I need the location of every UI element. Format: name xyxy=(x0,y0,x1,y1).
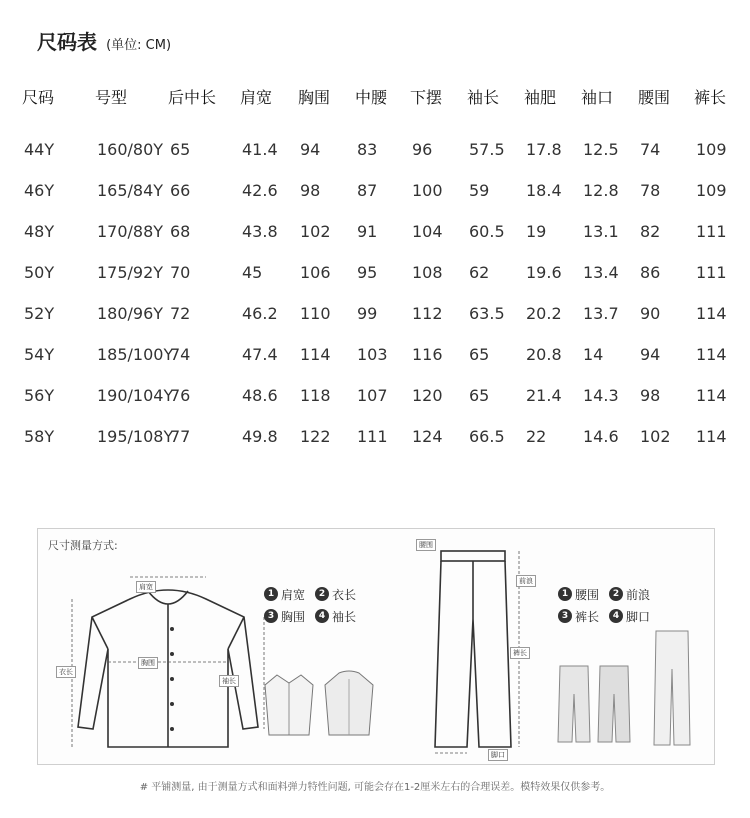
cell-shoulder: 47.4 xyxy=(242,345,278,364)
cell-waist-mid: 99 xyxy=(357,304,378,323)
pants-legend xyxy=(558,583,688,627)
unit-label: (单位: CM) xyxy=(106,38,172,53)
cell-sleeve-length: 65 xyxy=(469,386,490,405)
table-body xyxy=(0,140,750,468)
jacket-legend xyxy=(264,583,394,627)
header-sleeve-width: 袖肥 xyxy=(524,88,557,107)
cell-pants-length: 114 xyxy=(696,427,727,446)
legend-number-badge: 2 xyxy=(609,587,623,601)
legend-item xyxy=(558,583,599,605)
legend-number-badge: 3 xyxy=(264,609,278,623)
cell-pants-length: 114 xyxy=(696,304,727,323)
cell-back-length: 72 xyxy=(170,304,191,323)
header-shoulder: 肩宽 xyxy=(240,88,273,107)
pants-waist-label: 腰围 xyxy=(416,539,436,551)
jacket-front-icon xyxy=(263,669,315,741)
cell-waist: 94 xyxy=(640,345,661,364)
cell-cuff: 13.7 xyxy=(583,304,619,323)
cell-cuff: 12.5 xyxy=(583,140,619,159)
cell-shoulder: 49.8 xyxy=(242,427,278,446)
legend-label: 衣长 xyxy=(332,587,357,602)
legend-number-badge: 1 xyxy=(264,587,278,601)
cell-chest: 110 xyxy=(300,304,331,323)
legend-item xyxy=(315,605,356,627)
header-pants-length: 裤长 xyxy=(694,88,727,107)
cell-hem: 108 xyxy=(412,263,443,282)
cell-cuff: 14.3 xyxy=(583,386,619,405)
cell-waist: 78 xyxy=(640,181,661,200)
legend-number-badge: 2 xyxy=(315,587,329,601)
cell-waist: 82 xyxy=(640,222,661,241)
table-row xyxy=(0,140,750,181)
cell-chest: 98 xyxy=(300,181,321,200)
header-model: 号型 xyxy=(95,88,128,107)
cell-size: 46Y xyxy=(24,181,55,200)
cell-shoulder: 48.6 xyxy=(242,386,278,405)
cell-chest: 102 xyxy=(300,222,331,241)
cell-sleeve-width: 20.2 xyxy=(526,304,562,323)
cell-model: 165/84Y xyxy=(97,181,164,200)
cell-waist: 98 xyxy=(640,386,661,405)
cell-sleeve-length: 57.5 xyxy=(469,140,505,159)
table-row xyxy=(0,263,750,304)
cell-size: 58Y xyxy=(24,427,55,446)
cell-hem: 104 xyxy=(412,222,443,241)
cell-sleeve-length: 65 xyxy=(469,345,490,364)
cell-chest: 94 xyxy=(300,140,321,159)
cell-waist-mid: 107 xyxy=(357,386,388,405)
cell-pants-length: 109 xyxy=(696,140,727,159)
jacket-back-icon xyxy=(323,669,375,741)
cell-hem: 124 xyxy=(412,427,443,446)
pants-rise-label: 前浪 xyxy=(516,575,536,587)
pants-length-label: 裤长 xyxy=(510,647,530,659)
cell-size: 56Y xyxy=(24,386,55,405)
size-chart-title-block xyxy=(37,26,171,55)
header-size: 尺码 xyxy=(22,88,55,107)
cell-shoulder: 41.4 xyxy=(242,140,278,159)
size-chart-title: 尺码表 xyxy=(37,30,97,54)
cell-sleeve-width: 18.4 xyxy=(526,181,562,200)
legend-label: 肩宽 xyxy=(281,587,306,602)
cell-sleeve-width: 21.4 xyxy=(526,386,562,405)
cell-size: 48Y xyxy=(24,222,55,241)
legend-label: 胸围 xyxy=(281,609,306,624)
cell-chest: 122 xyxy=(300,427,331,446)
jacket-shoulder-label: 肩宽 xyxy=(136,581,156,593)
cell-hem: 120 xyxy=(412,386,443,405)
header-waist: 腰围 xyxy=(638,88,671,107)
cell-cuff: 12.8 xyxy=(583,181,619,200)
cell-waist-mid: 91 xyxy=(357,222,378,241)
cell-back-length: 66 xyxy=(170,181,191,200)
cell-waist: 86 xyxy=(640,263,661,282)
header-waist-mid: 中腰 xyxy=(355,88,388,107)
legend-label: 裤长 xyxy=(575,609,600,624)
cell-pants-length: 109 xyxy=(696,181,727,200)
cell-shoulder: 45 xyxy=(242,263,263,282)
cell-hem: 100 xyxy=(412,181,443,200)
legend-number-badge: 4 xyxy=(315,609,329,623)
cell-cuff: 13.1 xyxy=(583,222,619,241)
cell-waist: 90 xyxy=(640,304,661,323)
cell-back-length: 70 xyxy=(170,263,191,282)
measurement-diagram xyxy=(37,528,715,765)
cell-pants-length: 111 xyxy=(696,263,727,282)
cell-waist: 102 xyxy=(640,427,671,446)
table-row xyxy=(0,304,750,345)
header-chest: 胸围 xyxy=(298,88,331,107)
table-row xyxy=(0,181,750,222)
table-row xyxy=(0,386,750,427)
legend-item xyxy=(315,583,356,605)
cell-sleeve-width: 20.8 xyxy=(526,345,562,364)
legend-label: 腰围 xyxy=(575,587,600,602)
cell-chest: 118 xyxy=(300,386,331,405)
pants-front-icon xyxy=(556,664,592,744)
legend-item xyxy=(264,583,305,605)
cell-model: 175/92Y xyxy=(97,263,164,282)
jacket-length-label: 衣长 xyxy=(56,666,76,678)
cell-back-length: 77 xyxy=(170,427,191,446)
cell-back-length: 68 xyxy=(170,222,191,241)
cell-sleeve-length: 59 xyxy=(469,181,490,200)
cell-size: 44Y xyxy=(24,140,55,159)
pants-hem-label: 脚口 xyxy=(488,749,508,761)
table-row xyxy=(0,345,750,386)
cell-model: 170/88Y xyxy=(97,222,164,241)
jacket-chest-label: 胸围 xyxy=(138,657,158,669)
cell-model: 180/96Y xyxy=(97,304,164,323)
header-cuff: 袖口 xyxy=(581,88,614,107)
table-header-row xyxy=(0,78,750,138)
cell-cuff: 14 xyxy=(583,345,604,364)
size-table xyxy=(0,78,750,138)
cell-waist: 74 xyxy=(640,140,661,159)
legend-item xyxy=(609,605,650,627)
cell-back-length: 76 xyxy=(170,386,191,405)
cell-sleeve-length: 62 xyxy=(469,263,490,282)
header-hem: 下摆 xyxy=(410,88,443,107)
cell-waist-mid: 111 xyxy=(357,427,388,446)
cell-back-length: 74 xyxy=(170,345,191,364)
pants-side-icon xyxy=(650,629,694,747)
cell-sleeve-length: 66.5 xyxy=(469,427,505,446)
table-row xyxy=(0,427,750,468)
legend-number-badge: 3 xyxy=(558,609,572,623)
cell-sleeve-width: 19.6 xyxy=(526,263,562,282)
cell-cuff: 13.4 xyxy=(583,263,619,282)
cell-waist-mid: 103 xyxy=(357,345,388,364)
cell-size: 54Y xyxy=(24,345,55,364)
measurement-note: # 平铺测量, 由于测量方式和面料弹力特性问题, 可能会存在1-2厘米左右的合理误差。模特效果仅供参考。 xyxy=(139,782,611,793)
cell-shoulder: 46.2 xyxy=(242,304,278,323)
cell-pants-length: 114 xyxy=(696,345,727,364)
header-sleeve-length: 袖长 xyxy=(467,88,500,107)
cell-shoulder: 43.8 xyxy=(242,222,278,241)
cell-pants-length: 114 xyxy=(696,386,727,405)
cell-chest: 114 xyxy=(300,345,331,364)
legend-label: 前浪 xyxy=(626,587,651,602)
cell-size: 52Y xyxy=(24,304,55,323)
cell-model: 185/100Y xyxy=(97,345,174,364)
cell-back-length: 65 xyxy=(170,140,191,159)
cell-waist-mid: 83 xyxy=(357,140,378,159)
legend-label: 袖长 xyxy=(332,609,357,624)
cell-sleeve-length: 60.5 xyxy=(469,222,505,241)
legend-number-badge: 4 xyxy=(609,609,623,623)
cell-size: 50Y xyxy=(24,263,55,282)
cell-sleeve-length: 63.5 xyxy=(469,304,505,323)
cell-pants-length: 111 xyxy=(696,222,727,241)
cell-hem: 116 xyxy=(412,345,443,364)
diagram-caption: 尺寸测量方式: xyxy=(48,539,118,552)
legend-item xyxy=(264,605,305,627)
cell-hem: 96 xyxy=(412,140,433,159)
legend-number-badge: 1 xyxy=(558,587,572,601)
cell-sleeve-width: 19 xyxy=(526,222,547,241)
cell-model: 190/104Y xyxy=(97,386,174,405)
cell-chest: 106 xyxy=(300,263,331,282)
table-row xyxy=(0,222,750,263)
cell-model: 195/108Y xyxy=(97,427,174,446)
legend-label: 脚口 xyxy=(626,609,651,624)
cell-waist-mid: 87 xyxy=(357,181,378,200)
legend-item xyxy=(609,583,650,605)
cell-shoulder: 42.6 xyxy=(242,181,278,200)
cell-cuff: 14.6 xyxy=(583,427,619,446)
legend-item xyxy=(558,605,599,627)
pants-back-icon xyxy=(596,664,632,744)
cell-model: 160/80Y xyxy=(97,140,164,159)
jacket-sleeve-label: 袖长 xyxy=(219,675,239,687)
cell-hem: 112 xyxy=(412,304,443,323)
cell-sleeve-width: 22 xyxy=(526,427,547,446)
cell-waist-mid: 95 xyxy=(357,263,378,282)
cell-sleeve-width: 17.8 xyxy=(526,140,562,159)
jacket-sketch-icon xyxy=(68,569,268,754)
header-back-length: 后中长 xyxy=(168,88,217,107)
